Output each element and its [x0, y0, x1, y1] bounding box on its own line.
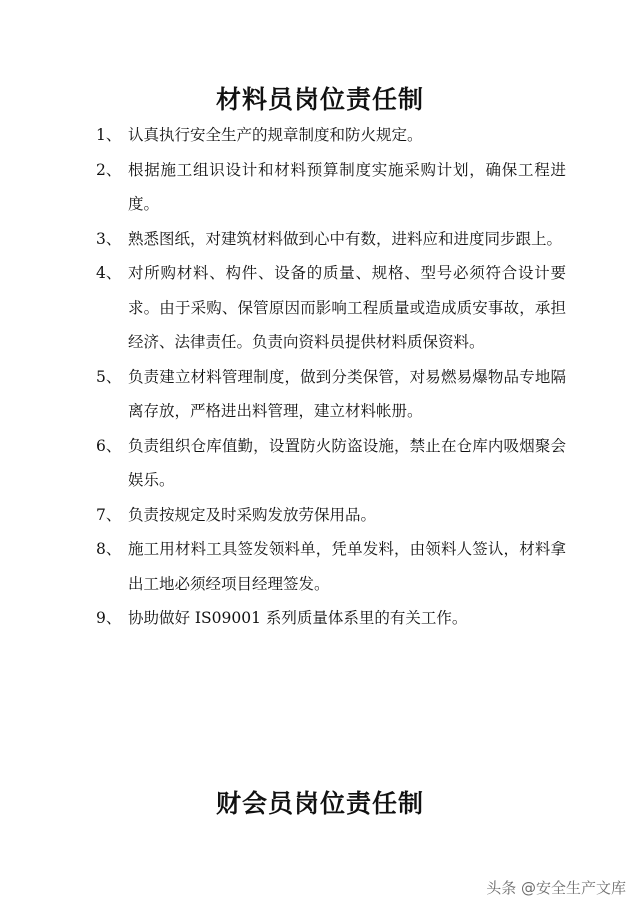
item-number: 7、 [96, 505, 122, 524]
list-item [96, 256, 566, 360]
item-number: 4、 [96, 264, 122, 282]
list-item [96, 360, 566, 429]
item-number: 9、 [96, 609, 122, 627]
item-text: 负责建立材料管理制度，做到分类保管，对易燃易爆物品专地隔离存放，严格进出料管理，建立材料帐册。 [128, 367, 566, 420]
item-number: 2、 [96, 160, 122, 179]
item-text: 负责组织仓库值勤，设置防火防盗设施，禁止在仓库内吸烟聚会娱乐。 [128, 436, 566, 489]
watermark: 头条 @安全生产文库 [486, 879, 626, 897]
item-text: 负责按规定及时采购发放劳保用品。 [128, 505, 377, 524]
item-text: 认真执行安全生产的规章制度和防火规定。 [128, 126, 423, 144]
item-text: 对所购材料、构件、设备的质量、规格、型号必须符合设计要求。由于采购、保管原因而影响工程质量或造成质安事故，承担经济、法律责任。负责向资料员提供材料质保资料。 [128, 264, 566, 351]
item-text: 根据施工组识设计和材料预算制度实施采购计划，确保工程进度。 [128, 160, 566, 213]
item-text: 协助做好 IS09001 系列质量体系里的有关工作。 [128, 609, 468, 627]
item-number: 8、 [96, 540, 122, 558]
item-number: 1、 [96, 126, 122, 144]
item-text: 施工用材料工具签发领料单，凭单发料，由领料人签认，材料拿出工地必须经项目经理签发。 [128, 540, 566, 593]
list-item [96, 222, 566, 257]
item-number: 6、 [96, 436, 122, 455]
list-item [96, 532, 566, 601]
list-item [96, 153, 566, 222]
item-text: 熟悉图纸，对建筑材料做到心中有数，进料应和进度同步跟上。 [128, 229, 563, 248]
list-item [96, 601, 566, 636]
next-section-title: 财会员岗位责任制 [215, 789, 424, 818]
list-item [96, 429, 566, 498]
item-number: 3、 [96, 229, 122, 248]
item-number: 5、 [96, 367, 122, 386]
page-title: 材料员岗位责任制 [215, 85, 424, 114]
list-item [96, 118, 566, 153]
responsibility-list [96, 118, 566, 636]
list-item [96, 498, 566, 533]
